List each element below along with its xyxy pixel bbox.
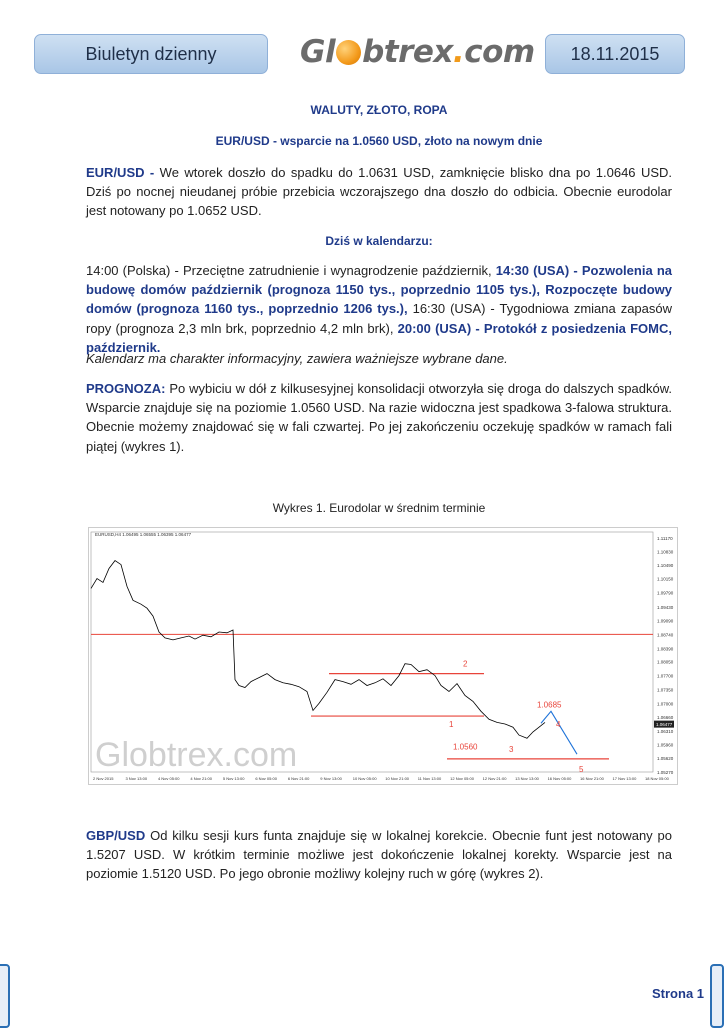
y-tick-label: 1.05270 [657,770,674,775]
x-tick-label: 6 Nov 21:00 [287,776,310,781]
eur-label: EUR/USD - [86,165,155,180]
price-series-line [91,561,545,739]
projection-line [541,711,577,754]
globe-icon [336,40,361,65]
y-tick-label: 1.10490 [657,562,674,568]
level-label-1-0685: 1.0685 [537,700,562,710]
watermark-text: Globtrex.com [95,736,298,774]
x-tick-label: 13 Nov 13:00 [515,776,539,781]
x-tick-label: 4 Nov 05:00 [157,776,180,781]
logo-text-com: com [464,34,535,70]
y-tick-label: 1.05960 [657,742,674,748]
y-tick-label: 1.09430 [657,605,674,611]
x-tick-label: 10 Nov 21:00 [385,776,410,781]
forecast-label: PROGNOZA: [86,381,166,396]
y-tick-label: 1.10830 [657,549,674,555]
y-tick-label: 1.08390 [657,646,674,652]
y-tick-label: 1.07000 [657,701,674,707]
gbp-text: Od kilku sesji kurs funta znajduje się w lokalnej korekcie. Obecnie funt jest notowany po 1.5207 USD. W krótkim terminie możliwe jest dokończenie lokalnej korekty. Wsparcie jest na poziomie 1.5120 USD. Po jego obronie możliwy kolejny ruch w górę (wykres 2). [86,828,672,882]
y-tick-label: 1.06660 [657,714,674,720]
bulletin-label [34,34,268,74]
wave-label-3: 3 [509,744,514,754]
eur-title: EUR/USD - wsparcie na 1.0560 USD, złoto na nowym dnie [215,134,543,148]
symbol-label: EURUSD,H4 1.06495 1.06555 1.06395 1.06477 [95,532,192,537]
eur-text: We wtorek doszło do spadku do 1.0631 USD, zamknięcie blisko dna po 1.0646 USD. Dziś po nocnej nieudanej próbie przebicia wczorajszego dna doszło do odbicia. Obecnie eurodolar jest notowany po 1.0652 USD. [86,165,672,219]
section-title: WALUTY, ZŁOTO, ROPA [310,103,448,117]
wave-label-1: 1 [449,720,454,730]
logo-dot: . [452,34,465,70]
date-text: 18.11.2015 [570,43,660,64]
x-tick-label: 6 Nov 05:00 [255,776,277,781]
chart-svg [89,528,677,784]
x-tick-label: 9 Nov 13:00 [320,776,342,781]
left-side-tab [0,964,10,1028]
y-tick-label: 1.09090 [657,618,674,624]
calendar-bold-1: 14:30 (USA) - Pozwolenia na budowę domów październik (prognoza 1150 tys., poprzednio 1105 tys.), Rozpoczęte budowy domów (prognoza 1160 tys., poprzednio 1206 tys.), [86,263,672,317]
y-tick-label: 1.11170 [657,536,673,541]
x-tick-label: 3 Nov 13:00 [125,776,148,781]
gbp-label: GBP/USD [86,828,146,843]
x-tick-label: 17 Nov 13:00 [612,776,637,781]
date-label [545,34,685,74]
eurusd-chart [88,527,678,785]
logo-text-start: Gl [300,34,336,70]
y-tick-label: 1.07700 [657,673,674,679]
x-tick-label: 12 Nov 21:00 [482,776,507,781]
y-tick-label: 1.05620 [657,756,674,762]
y-tick-label: 1.08050 [657,659,674,665]
x-tick-label: 18 Nov 05:00 [645,776,669,781]
y-tick-label: 1.09790 [657,590,674,596]
logo-text-mid: btrex [362,34,453,70]
forecast-text: Po wybiciu w dół z kilkusesyjnej konsolidacji otworzyła się droga do dalszych spadków. Wsparcie znajduje się na poziomie 1.0560 USD. Na razie widoczna jest spadkowa 3-falowa struktura. Obecnie możemy znajdować się w fali czwartej. Po jej zakończeniu oczekuję spadków w ramach fali piątej (wykres 1). [86,381,672,454]
x-tick-label: 2 Nov 2015 [93,776,114,781]
page-number: Strona 1 [652,986,705,1001]
calendar-bold-2: 20:00 (USA) - Protokół z posiedzenia FOMC, październik. [86,320,672,355]
chart-caption: Wykres 1. Eurodolar w średnim terminie [272,501,486,515]
calendar-text-2: 16:30 (USA) - Tygodniowa zmiana zapasów ropy (prognoza 2,3 mln brk, poprzednio 4,2 mln brk), [86,301,673,336]
x-tick-label: 16 Nov 21:00 [580,776,604,781]
calendar-note: Kalendarz ma charakter informacyjny, zawiera ważniejsze wybrane dane. [86,351,508,366]
y-tick-label: 1.10150 [657,576,674,582]
x-tick-label: 10 Nov 05:00 [352,776,377,781]
x-tick-label: 5 Nov 13:00 [222,776,245,781]
y-tick-label: 1.08740 [657,632,674,638]
calendar-text-1: 14:00 (Polska) - Przeciętne zatrudnienie i wynagrodzenie październik, [86,263,496,278]
calendar-title: Dziś w kalendarzu: [325,234,433,248]
wave-label-4: 4 [556,720,561,730]
eur-paragraph [86,163,672,221]
calendar-paragraph [86,261,672,357]
wave-label-5: 5 [579,765,584,774]
x-tick-label: 11 Nov 13:00 [417,776,442,781]
wave-label-2: 2 [463,659,468,669]
gbp-paragraph [86,826,672,884]
last-price-label: 1.06477 [656,722,673,728]
bulletin-label-text: Biuletyn dzienny [85,43,217,64]
y-tick-label: 1.06310 [657,728,674,734]
x-tick-label: 12 Nov 05:00 [450,776,474,781]
x-tick-label: 4 Nov 21:00 [190,776,212,781]
right-side-tab [710,964,724,1028]
globtrex-logo [300,34,535,74]
level-label-1-0560: 1.0560 [453,742,478,752]
x-tick-label: 16 Nov 05:00 [547,776,572,781]
forecast-paragraph [86,379,672,456]
y-tick-label: 1.07350 [657,687,674,693]
